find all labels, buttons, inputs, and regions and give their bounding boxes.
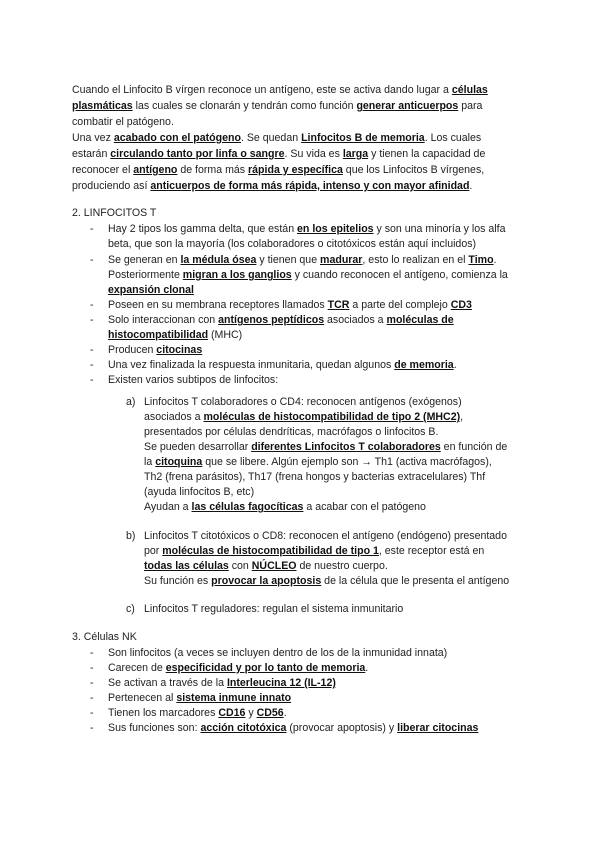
intro-line-2: plasmáticas las cuales se clonarán y tendrán como función generar anticuerpos para xyxy=(72,100,483,112)
bullet-interaction: Solo interaccionan con antígenos peptídicos asociados a moléculas de xyxy=(108,314,454,326)
bullet-generation: Se generan en la médula ósea y tienen que madurar, esto lo realizan en el Timo. xyxy=(108,254,497,266)
bullet-generation-cont-2: expansión clonal xyxy=(108,284,194,296)
bullet-dash: - xyxy=(90,722,94,734)
bullet-dash: - xyxy=(90,254,94,266)
subtype-a-line-2: asociados a moléculas de histocompatibilidad de tipo 2 (MHC2), xyxy=(144,411,464,423)
subtype-b-label: b) xyxy=(126,530,136,542)
intro-line-1: Cuando el Linfocito B vírgen reconoce un antígeno, este se activa dando lugar a células xyxy=(72,84,488,96)
nk-bullet-5: Tienen los marcadores CD16 y CD56. xyxy=(108,707,287,719)
intro-line-3: combatir el patógeno. xyxy=(72,116,174,128)
nk-bullet-6: Sus funciones son: acción citotóxica (provocar apoptosis) y liberar citocinas xyxy=(108,722,479,734)
subtype-a-line-8: Ayudan a las células fagocíticas a acabar con el patógeno xyxy=(144,501,426,513)
bullet-tcell-types-cont: beta, que son la mayoría (los colaboradores o citotóxicos están aquí incluidos) xyxy=(108,238,477,250)
bullet-dash: - xyxy=(90,707,94,719)
intro-line-6: reconocer el antígeno de forma más rápida y específica que los Linfocitos B vírgenes, xyxy=(72,164,485,176)
bullet-subtypes: Existen varios subtipos de linfocitos: xyxy=(108,374,279,386)
bullet-receptors: Poseen en su membrana receptores llamados TCR a parte del complejo CD3 xyxy=(108,299,472,311)
bullet-dash: - xyxy=(90,692,94,704)
section-3-title: 3. Células NK xyxy=(72,631,137,643)
bullet-dash: - xyxy=(90,223,94,235)
bullet-interaction-cont: histocompatibilidad (MHC) xyxy=(108,329,243,341)
subtype-a-line-1: Linfocitos T colaboradores o CD4: reconocen antígenos (exógenos) xyxy=(144,396,462,408)
bullet-dash: - xyxy=(90,344,94,356)
bullet-dash: - xyxy=(90,677,94,689)
bullet-dash: - xyxy=(90,299,94,311)
subtype-b-line-2: por moléculas de histocompatibilidad de tipo 1, este receptor está en xyxy=(144,545,485,557)
subtype-a-line-3: presentados por células dendríticas, macrófagos o linfocitos B. xyxy=(144,426,439,438)
subtype-b-line-4: Su función es provocar la apoptosis de la célula que le presenta el antígeno xyxy=(144,575,510,587)
bullet-cytokines: Producen citocinas xyxy=(108,344,203,356)
bullet-tcell-types: Hay 2 tipos los gamma delta, que están en los epitelios y son una minoría y los alfa xyxy=(108,223,506,235)
subtype-b-line-1: Linfocitos T citotóxicos o CD8: reconocen el antígeno (endógeno) presentado xyxy=(144,530,507,542)
nk-bullet-4: Pertenecen al sistema inmune innato xyxy=(108,692,292,704)
intro-line-5: estarán circulando tanto por linfa o sangre. Su vida es larga y tienen la capacidad de xyxy=(72,148,486,160)
subtype-a-line-5: la citoquina que se libere. Algún ejemplo son → Th1 (activa macrófagos), xyxy=(144,456,492,468)
subtype-b-line-3: todas las células con NÚCLEO de nuestro cuerpo. xyxy=(144,560,388,572)
bullet-dash: - xyxy=(90,359,94,371)
subtype-a-line-6: Th2 (frena parásitos), Th17 (frena hongos y bacterias extracelulares) Thf xyxy=(144,471,486,483)
intro-line-7: produciendo así anticuerpos de forma más rápida, intenso y con mayor afinidad. xyxy=(72,180,473,192)
bullet-generation-cont: Posteriormente migran a los ganglios y cuando reconocen el antígeno, comienza la xyxy=(108,269,508,281)
section-2-title: 2. LINFOCITOS T xyxy=(72,207,157,219)
bullet-dash: - xyxy=(90,647,94,659)
subtype-a-line-4: Se pueden desarrollar diferentes Linfocitos T colaboradores en función de xyxy=(144,441,508,453)
subtype-a-line-7: (ayuda linfocitos B, etc) xyxy=(144,486,255,498)
subtype-a-label: a) xyxy=(126,396,136,408)
nk-bullet-1: Son linfocitos (a veces se incluyen dentro de los de la inmunidad innata) xyxy=(108,647,448,659)
bullet-dash: - xyxy=(90,314,94,326)
intro-line-4: Una vez acabado con el patógeno. Se quedan Linfocitos B de memoria. Los cuales xyxy=(72,132,482,144)
nk-bullet-3: Se activan a través de la Interleucina 12 (IL-12) xyxy=(108,677,336,689)
bullet-memory: Una vez finalizada la respuesta inmunitaria, quedan algunos de memoria. xyxy=(108,359,457,371)
subtype-c-line-1: Linfocitos T reguladores: regulan el sistema inmunitario xyxy=(144,603,404,615)
subtype-c-label: c) xyxy=(126,603,135,615)
nk-bullet-2: Carecen de especificidad y por lo tanto de memoria. xyxy=(108,662,369,674)
bullet-dash: - xyxy=(90,662,94,674)
bullet-dash: - xyxy=(90,374,94,386)
